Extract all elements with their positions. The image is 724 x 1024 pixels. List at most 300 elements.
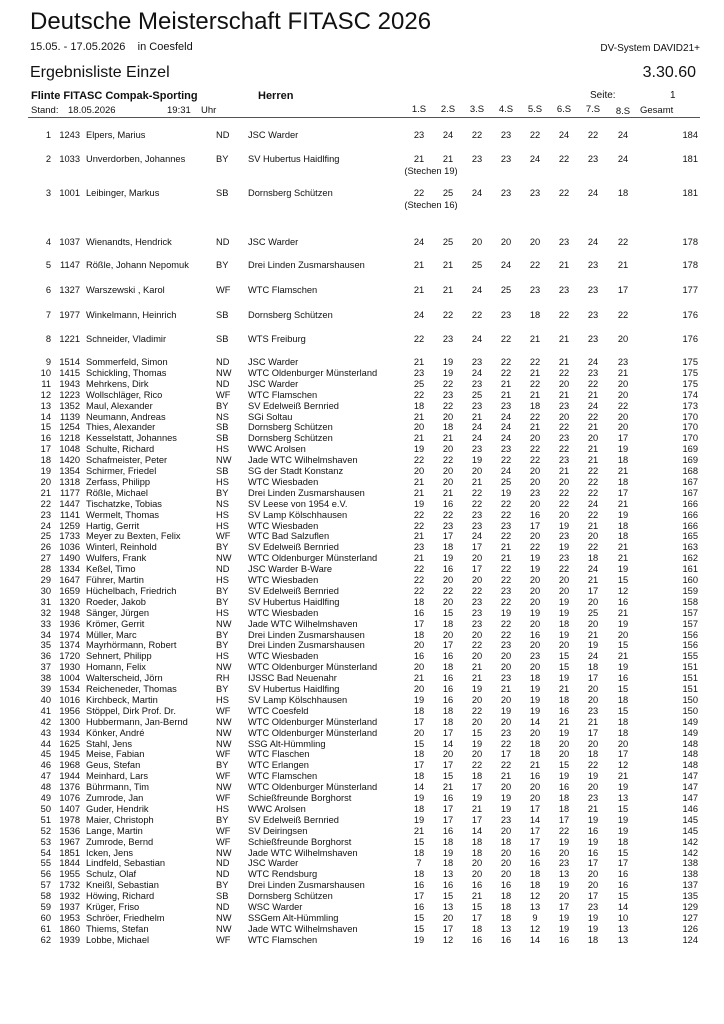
start-number-cell: 1415 bbox=[59, 367, 80, 378]
club-cell: WTC Wiesbaden bbox=[248, 476, 319, 487]
series-score-cell: 22 bbox=[617, 237, 629, 247]
series-score-cell: 23 bbox=[500, 188, 512, 198]
column-header-series-6: 6.S bbox=[556, 104, 572, 115]
start-number-cell: 1318 bbox=[59, 476, 80, 487]
series-score-cell: 15 bbox=[558, 651, 570, 662]
club-cell: Drei Linden Zusmarshausen bbox=[248, 880, 365, 891]
series-score-cell: 23 bbox=[471, 607, 483, 618]
series-score-cell: 23 bbox=[500, 727, 512, 738]
series-score-cell: 20 bbox=[617, 629, 629, 640]
series-score-cell: 23 bbox=[500, 640, 512, 651]
series-score-cell: 19 bbox=[558, 596, 570, 607]
series-score-cell: 21 bbox=[558, 684, 570, 694]
series-score-cell: 21 bbox=[529, 367, 541, 378]
rank-cell: 44 bbox=[40, 738, 51, 749]
region-cell: SB bbox=[216, 188, 229, 198]
series-score-cell: 21 bbox=[413, 531, 425, 542]
series-score-cell: 24 bbox=[442, 130, 454, 140]
total-score-cell: 175 bbox=[682, 367, 698, 378]
rank-cell: 35 bbox=[40, 640, 51, 651]
series-score-cell: 24 bbox=[587, 564, 599, 575]
series-score-cell: 20 bbox=[500, 858, 512, 869]
series-score-cell: 23 bbox=[558, 433, 570, 444]
shooter-name-cell: Kesselstatt, Johannes bbox=[86, 433, 177, 444]
rank-cell: 22 bbox=[40, 498, 51, 509]
series-score-cell: 18 bbox=[529, 310, 541, 320]
total-score-cell: 151 bbox=[682, 684, 698, 694]
event-location: in Coesfeld bbox=[137, 41, 193, 53]
series-score-cell: 12 bbox=[617, 760, 629, 771]
series-score-cell: 23 bbox=[500, 444, 512, 455]
series-score-cell: 19 bbox=[413, 694, 425, 705]
series-score-cell: 24 bbox=[471, 433, 483, 444]
rank-cell: 60 bbox=[40, 912, 51, 923]
series-score-cell: 22 bbox=[500, 357, 512, 367]
shooter-name-cell: Thies, Alexander bbox=[86, 422, 156, 433]
series-score-cell: 17 bbox=[442, 803, 454, 814]
region-cell: HS bbox=[216, 444, 229, 455]
series-score-cell: 16 bbox=[413, 651, 425, 662]
club-cell: WWC Arolsen bbox=[248, 444, 306, 455]
series-score-cell: 17 bbox=[471, 814, 483, 825]
series-score-cell: 21 bbox=[471, 662, 483, 673]
club-cell: Drei Linden Zusmarshausen bbox=[248, 487, 365, 498]
club-cell: JSC Warder bbox=[248, 237, 299, 247]
club-cell: Jade WTC Wilhelmshaven bbox=[248, 618, 358, 629]
series-score-cell: 22 bbox=[471, 585, 483, 596]
series-score-cell: 22 bbox=[500, 629, 512, 640]
club-cell: WTC Oldenburger Münsterland bbox=[248, 367, 378, 378]
series-score-cell: 21 bbox=[558, 389, 570, 400]
series-score-cell: 16 bbox=[558, 934, 570, 945]
region-cell: WF bbox=[216, 793, 231, 803]
series-score-cell: 20 bbox=[500, 825, 512, 836]
club-cell: JSC Warder bbox=[248, 130, 299, 140]
series-score-cell: 21 bbox=[500, 542, 512, 553]
series-score-cell: 25 bbox=[587, 607, 599, 618]
series-score-cell: 20 bbox=[500, 662, 512, 673]
series-score-cell: 20 bbox=[500, 782, 512, 793]
series-score-cell: 17 bbox=[587, 673, 599, 684]
series-score-cell: 22 bbox=[413, 575, 425, 585]
total-score-cell: 158 bbox=[682, 596, 698, 607]
club-cell: SG der Stadt Konstanz bbox=[248, 466, 344, 476]
total-score-cell: 166 bbox=[682, 520, 698, 531]
club-cell: WTC Oldenburger Münsterland bbox=[248, 662, 378, 673]
series-score-cell: 16 bbox=[442, 684, 454, 694]
total-score-cell: 151 bbox=[682, 662, 698, 673]
series-score-cell: 17 bbox=[471, 912, 483, 923]
series-score-cell: 18 bbox=[617, 188, 629, 198]
list-title: Ergebnisliste Einzel bbox=[30, 64, 170, 81]
shooter-name-cell: Unverdorben, Johannes bbox=[86, 154, 186, 164]
series-score-cell: 23 bbox=[500, 130, 512, 140]
start-number-cell: 1300 bbox=[59, 716, 80, 727]
series-score-cell: 23 bbox=[587, 285, 599, 295]
start-number-cell: 1177 bbox=[60, 487, 80, 498]
series-score-cell: 19 bbox=[471, 738, 483, 749]
series-score-cell: 23 bbox=[558, 400, 570, 411]
start-number-cell: 1932 bbox=[59, 891, 80, 902]
total-score-cell: 145 bbox=[682, 814, 698, 825]
club-cell: WTC Wiesbaden bbox=[248, 607, 319, 618]
shooter-name-cell: Icken, Jens bbox=[86, 847, 134, 858]
shooter-name-cell: Maul, Alexander bbox=[86, 400, 153, 411]
start-number-cell: 1937 bbox=[59, 902, 80, 912]
series-score-cell: 24 bbox=[500, 260, 512, 270]
series-score-cell: 23 bbox=[471, 509, 483, 520]
start-number-cell: 1354 bbox=[59, 466, 80, 476]
shooter-name-cell: Elpers, Marius bbox=[86, 130, 146, 140]
total-score-cell: 178 bbox=[682, 237, 698, 247]
series-score-cell: 19 bbox=[500, 607, 512, 618]
rank-cell: 33 bbox=[40, 618, 51, 629]
series-score-cell: 23 bbox=[587, 260, 599, 270]
shooter-name-cell: Mayrhörmann, Robert bbox=[86, 640, 177, 651]
series-score-cell: 17 bbox=[500, 749, 512, 760]
series-score-cell: 16 bbox=[500, 880, 512, 891]
series-score-cell: 22 bbox=[500, 738, 512, 749]
region-cell: ND bbox=[216, 378, 230, 389]
series-score-cell: 20 bbox=[587, 869, 599, 880]
club-cell: Dornsberg Schützen bbox=[248, 422, 333, 433]
page-label: Seite: bbox=[590, 90, 616, 101]
club-cell: Drei Linden Zusmarshausen bbox=[248, 640, 365, 651]
shooter-name-cell: Rößle, Michael bbox=[86, 487, 149, 498]
series-score-cell: 20 bbox=[587, 880, 599, 891]
series-score-cell: 13 bbox=[617, 934, 629, 945]
series-score-cell: 23 bbox=[500, 814, 512, 825]
series-score-cell: 20 bbox=[413, 662, 425, 673]
series-score-cell: 23 bbox=[529, 651, 541, 662]
total-score-cell: 145 bbox=[682, 825, 698, 836]
table-row bbox=[0, 236, 724, 248]
series-score-cell: 22 bbox=[529, 542, 541, 553]
region-cell: NS bbox=[216, 498, 229, 509]
shooter-name-cell: Tischatzke, Tobias bbox=[86, 498, 162, 509]
series-score-cell: 20 bbox=[617, 378, 629, 389]
club-cell: WTC Wiesbaden bbox=[248, 575, 319, 585]
region-cell: SB bbox=[216, 422, 229, 433]
rank-cell: 34 bbox=[40, 629, 51, 640]
start-number-cell: 1447 bbox=[59, 498, 80, 509]
start-number-cell: 1004 bbox=[59, 673, 80, 684]
series-score-cell: 19 bbox=[587, 923, 599, 934]
series-score-cell: 23 bbox=[442, 334, 454, 344]
series-score-cell: 22 bbox=[529, 378, 541, 389]
shooter-name-cell: Guder, Hendrik bbox=[86, 803, 149, 814]
series-score-cell: 21 bbox=[617, 542, 629, 553]
series-score-cell: 22 bbox=[558, 825, 570, 836]
total-score-cell: 159 bbox=[682, 585, 698, 596]
series-score-cell: 16 bbox=[587, 847, 599, 858]
series-score-cell: 17 bbox=[529, 825, 541, 836]
series-score-cell: 19 bbox=[500, 803, 512, 814]
club-cell: Jade WTC Wilhelmshaven bbox=[248, 923, 358, 934]
series-score-cell: 17 bbox=[617, 433, 629, 444]
series-score-cell: 19 bbox=[529, 607, 541, 618]
series-score-cell: 23 bbox=[471, 378, 483, 389]
series-score-cell: 20 bbox=[529, 793, 541, 803]
series-score-cell: 15 bbox=[413, 923, 425, 934]
start-number-cell: 1732 bbox=[59, 880, 80, 891]
region-cell: WF bbox=[216, 285, 231, 295]
rank-cell: 37 bbox=[40, 662, 51, 673]
series-score-cell: 17 bbox=[617, 858, 629, 869]
shooter-name-cell: Wermelt, Thomas bbox=[86, 509, 160, 520]
series-score-cell: 22 bbox=[500, 760, 512, 771]
series-score-cell: 22 bbox=[587, 487, 599, 498]
region-cell: NW bbox=[216, 618, 232, 629]
series-score-cell: 16 bbox=[442, 880, 454, 891]
total-score-cell: 142 bbox=[682, 836, 698, 847]
total-score-cell: 167 bbox=[682, 487, 698, 498]
start-number-cell: 1221 bbox=[59, 334, 80, 344]
shooter-name-cell: Stahl, Jens bbox=[86, 738, 132, 749]
club-cell: SV Hubertus Haidlfing bbox=[248, 154, 340, 164]
series-score-cell: 24 bbox=[587, 357, 599, 367]
series-score-cell: 21 bbox=[500, 389, 512, 400]
series-score-cell: 20 bbox=[471, 869, 483, 880]
series-score-cell: 20 bbox=[529, 498, 541, 509]
table-row bbox=[0, 187, 724, 199]
region-cell: ND bbox=[216, 564, 230, 575]
series-score-cell: 22 bbox=[413, 389, 425, 400]
series-score-cell: 22 bbox=[587, 760, 599, 771]
series-score-cell: 23 bbox=[558, 237, 570, 247]
club-cell: WTC Rendsburg bbox=[248, 869, 318, 880]
series-score-cell: 22 bbox=[558, 564, 570, 575]
series-score-cell: 22 bbox=[558, 422, 570, 433]
discipline-category: Flinte FITASC Compak-Sporting bbox=[31, 90, 198, 102]
series-score-cell: 20 bbox=[529, 727, 541, 738]
series-score-cell: 17 bbox=[617, 285, 629, 295]
rank-cell: 2 bbox=[45, 154, 51, 164]
series-score-cell: 18 bbox=[617, 531, 629, 542]
series-score-cell: 16 bbox=[617, 673, 629, 684]
series-score-cell: 17 bbox=[471, 542, 483, 553]
region-cell: ND bbox=[216, 130, 230, 140]
series-score-cell: 15 bbox=[617, 891, 629, 902]
series-score-cell: 20 bbox=[413, 640, 425, 651]
series-score-cell: 18 bbox=[413, 847, 425, 858]
series-score-cell: 20 bbox=[471, 629, 483, 640]
series-score-cell: 21 bbox=[617, 607, 629, 618]
series-score-cell: 19 bbox=[587, 912, 599, 923]
series-score-cell: 19 bbox=[587, 836, 599, 847]
series-score-cell: 18 bbox=[413, 629, 425, 640]
shooter-name-cell: Mehrkens, Dirk bbox=[86, 378, 149, 389]
shooter-name-cell: Schneider, Vladimir bbox=[86, 334, 167, 344]
total-score-cell: 146 bbox=[682, 803, 698, 814]
series-score-cell: 18 bbox=[558, 793, 570, 803]
series-score-cell: 21 bbox=[442, 260, 454, 270]
series-score-cell: 21 bbox=[587, 716, 599, 727]
region-cell: HS bbox=[216, 509, 229, 520]
series-score-cell: 21 bbox=[587, 422, 599, 433]
series-score-cell: 19 bbox=[617, 825, 629, 836]
series-score-cell: 21 bbox=[471, 411, 483, 422]
series-score-cell: 18 bbox=[413, 771, 425, 782]
series-score-cell: 24 bbox=[500, 433, 512, 444]
region-cell: HS bbox=[216, 803, 229, 814]
series-score-cell: 16 bbox=[442, 564, 454, 575]
series-score-cell: 17 bbox=[529, 520, 541, 531]
rank-cell: 41 bbox=[40, 705, 51, 716]
series-score-cell: 18 bbox=[587, 749, 599, 760]
series-score-cell: 18 bbox=[617, 520, 629, 531]
series-score-cell: 13 bbox=[529, 902, 541, 912]
club-cell: Drei Linden Zusmarshausen bbox=[248, 629, 365, 640]
series-score-cell: 17 bbox=[617, 749, 629, 760]
club-cell: WWC Arolsen bbox=[248, 803, 306, 814]
series-score-cell: 18 bbox=[442, 542, 454, 553]
series-score-cell: 21 bbox=[442, 782, 454, 793]
series-score-cell: 19 bbox=[558, 520, 570, 531]
series-score-cell: 18 bbox=[471, 847, 483, 858]
series-score-cell: 23 bbox=[413, 367, 425, 378]
start-number-cell: 1320 bbox=[59, 596, 80, 607]
page-number: 1 bbox=[670, 90, 676, 101]
club-cell: WSC Warder bbox=[248, 902, 303, 912]
start-number-cell: 1953 bbox=[59, 912, 80, 923]
rank-cell: 46 bbox=[40, 760, 51, 771]
region-cell: WF bbox=[216, 836, 231, 847]
region-cell: NW bbox=[216, 738, 232, 749]
total-score-cell: 176 bbox=[682, 310, 698, 320]
series-score-cell: 20 bbox=[529, 618, 541, 629]
series-score-cell: 16 bbox=[558, 782, 570, 793]
series-score-cell: 22 bbox=[500, 509, 512, 520]
club-cell: SV Leese von 1954 e.V. bbox=[248, 498, 348, 509]
start-number-cell: 1037 bbox=[59, 237, 80, 247]
series-score-cell: 20 bbox=[558, 575, 570, 585]
series-score-cell: 17 bbox=[587, 585, 599, 596]
series-score-cell: 23 bbox=[587, 154, 599, 164]
shooter-name-cell: Zumrode, Jan bbox=[86, 793, 144, 803]
series-score-cell: 18 bbox=[413, 869, 425, 880]
series-score-cell: 23 bbox=[471, 596, 483, 607]
total-score-cell: 127 bbox=[682, 912, 698, 923]
series-score-cell: 20 bbox=[500, 237, 512, 247]
series-score-cell: 12 bbox=[617, 585, 629, 596]
series-score-cell: 18 bbox=[442, 662, 454, 673]
column-header-series-1: 1.S bbox=[411, 104, 427, 115]
series-score-cell: 21 bbox=[617, 651, 629, 662]
shooter-name-cell: Rößle, Johann Nepomuk bbox=[86, 260, 189, 270]
series-score-cell: 21 bbox=[471, 476, 483, 487]
series-score-cell: 24 bbox=[413, 237, 425, 247]
series-score-cell: 21 bbox=[587, 444, 599, 455]
total-score-cell: 129 bbox=[682, 902, 698, 912]
series-score-cell: 14 bbox=[442, 738, 454, 749]
series-score-cell: 22 bbox=[442, 400, 454, 411]
total-score-cell: 173 bbox=[682, 400, 698, 411]
series-score-cell: 21 bbox=[500, 553, 512, 564]
total-score-cell: 170 bbox=[682, 433, 698, 444]
series-score-cell: 22 bbox=[442, 310, 454, 320]
series-score-cell: 20 bbox=[558, 411, 570, 422]
start-number-cell: 1945 bbox=[59, 749, 80, 760]
series-score-cell: 22 bbox=[587, 509, 599, 520]
series-score-cell: 17 bbox=[413, 760, 425, 771]
series-score-cell: 22 bbox=[471, 498, 483, 509]
series-score-cell: 14 bbox=[471, 825, 483, 836]
series-score-cell: 21 bbox=[558, 357, 570, 367]
series-score-cell: 20 bbox=[413, 422, 425, 433]
series-score-cell: 17 bbox=[529, 803, 541, 814]
series-score-cell: 17 bbox=[587, 858, 599, 869]
series-score-cell: 20 bbox=[529, 662, 541, 673]
rank-cell: 56 bbox=[40, 869, 51, 880]
series-score-cell: 19 bbox=[617, 662, 629, 673]
series-score-cell: 17 bbox=[413, 618, 425, 629]
rank-cell: 15 bbox=[40, 422, 51, 433]
series-score-cell: 24 bbox=[471, 285, 483, 295]
series-score-cell: 20 bbox=[558, 476, 570, 487]
series-score-cell: 15 bbox=[442, 891, 454, 902]
start-number-cell: 1243 bbox=[59, 130, 80, 140]
series-score-cell: 20 bbox=[413, 727, 425, 738]
region-cell: NW bbox=[216, 662, 232, 673]
series-score-cell: 22 bbox=[500, 334, 512, 344]
series-score-cell: 15 bbox=[558, 760, 570, 771]
series-score-cell: 14 bbox=[413, 782, 425, 793]
rank-cell: 42 bbox=[40, 716, 51, 727]
club-cell: Schießfreunde Borghorst bbox=[248, 793, 352, 803]
series-score-cell: 20 bbox=[558, 749, 570, 760]
start-number-cell: 1001 bbox=[59, 188, 80, 198]
start-number-cell: 1141 bbox=[60, 509, 80, 520]
series-score-cell: 16 bbox=[529, 858, 541, 869]
club-cell: WTC Oldenburger Münsterland bbox=[248, 553, 378, 564]
total-score-cell: 155 bbox=[682, 651, 698, 662]
total-score-cell: 176 bbox=[682, 334, 698, 344]
rank-cell: 17 bbox=[40, 444, 51, 455]
series-score-cell: 25 bbox=[471, 260, 483, 270]
club-cell: WTC Coesfeld bbox=[248, 705, 309, 716]
series-score-cell: 20 bbox=[500, 694, 512, 705]
region-cell: BY bbox=[216, 154, 229, 164]
series-score-cell: 24 bbox=[587, 400, 599, 411]
series-score-cell: 19 bbox=[617, 618, 629, 629]
series-score-cell: 23 bbox=[587, 793, 599, 803]
shooter-name-cell: Winkelmann, Heinrich bbox=[86, 310, 177, 320]
shooter-name-cell: Winterl, Reinhold bbox=[86, 542, 157, 553]
region-cell: RH bbox=[216, 673, 230, 684]
series-score-cell: 19 bbox=[529, 694, 541, 705]
series-score-cell: 21 bbox=[617, 466, 629, 476]
series-score-cell: 21 bbox=[500, 771, 512, 782]
series-score-cell: 20 bbox=[471, 716, 483, 727]
series-score-cell: 17 bbox=[471, 564, 483, 575]
series-score-cell: 22 bbox=[471, 705, 483, 716]
series-score-cell: 22 bbox=[529, 357, 541, 367]
series-score-cell: 15 bbox=[617, 705, 629, 716]
series-score-cell: 13 bbox=[617, 793, 629, 803]
series-score-cell: 21 bbox=[558, 260, 570, 270]
series-score-cell: 20 bbox=[617, 334, 629, 344]
series-score-cell: 18 bbox=[500, 902, 512, 912]
series-score-cell: 22 bbox=[529, 411, 541, 422]
club-cell: WTC Bad Salzuflen bbox=[248, 531, 330, 542]
series-score-cell: 19 bbox=[500, 487, 512, 498]
rank-cell: 52 bbox=[40, 825, 51, 836]
start-number-cell: 1147 bbox=[60, 260, 80, 270]
series-score-cell: 19 bbox=[529, 564, 541, 575]
series-score-cell: 22 bbox=[500, 498, 512, 509]
series-score-cell: 22 bbox=[413, 188, 425, 198]
